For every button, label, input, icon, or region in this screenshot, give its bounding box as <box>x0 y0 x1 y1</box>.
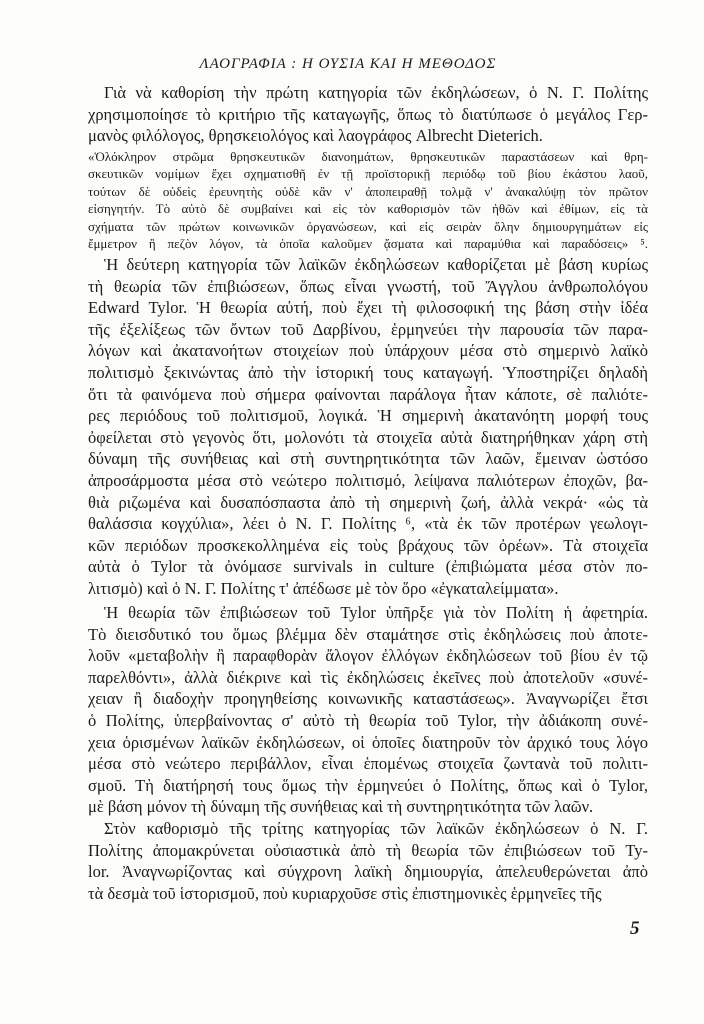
text-line: Edward Tylor. Ἡ θεωρία αὐτή, ποὺ ἔχει τὴ φιλοσοφική της βάση στὴν ἰδέα <box>88 298 648 318</box>
text-line: τούτων δὲ οὐδεὶς ἐρευνητὴς οὐδὲ κἂν ν' ἀποπειραθῇ τολμᾷ ν' ἀνακαλύψῃ τὸν πρῶτον <box>88 183 648 199</box>
text-line: αὐτὰ ὁ Tylor τὰ ὀνόμασε survivals in culture (ἐπιβιώματα μέσα στὸν πο- <box>88 557 648 577</box>
text-line: θαλάσσια κογχύλια», λέει ὁ Ν. Γ. Πολίτης ⁶, «τὰ ἐκ τῶν προτέρων γεωλογι- <box>88 514 648 534</box>
text-line: σχήματα τῶν πρώτων κοινωνικῶν ὀργανώσεων, καὶ εἰς σειρὰν ὅλην δημιουργημάτων εἰς <box>88 218 648 234</box>
paragraph-2 <box>88 254 648 600</box>
text-line: χειαν ἢ διαδοχὴν προηγηθείσης κοινωνικῆς καταστάσεως». Ἀναγνωρίζει ἔτσι <box>88 689 648 709</box>
text-line: ἀπροσάρμοστα μέσα στὸ νεώτερο πολιτισμό, λείψανα παλιότερων ἐποχῶν, βα- <box>88 470 648 490</box>
text-line: ὀφείλεται στὸ γεγονὸς ὅτι, μολονότι τὰ στοιχεῖα αὐτὰ διατηρήθηκαν χάρη στὴ <box>88 427 648 447</box>
text-line: Στὸν καθορισμὸ τῆς τρίτης κατηγορίας τῶν λαϊκῶν ἐκδηλώσεων ὁ Ν. Γ. <box>104 819 648 838</box>
text-line: δύναμη τῆς συνήθειας καὶ στὴ συντηρητικότητα τῶν λαῶν, ἔμειναν ὡστόσο <box>88 449 648 469</box>
text-line: μέσα στὸ νεώτερο περιβάλλον, εἶναι ἑπομένως στοιχεῖα ζωντανὰ τοῦ πολιτι- <box>88 754 648 774</box>
text-line: χεια ὁρισμένων λαϊκῶν ἐκδηλώσεων, οἱ ὁποῖες διατηροῦν τὸν ἀρχικό τους λόγο <box>88 732 648 752</box>
text-line: λόγων καὶ ἀκατανοήτων στοιχείων ποὺ ὑπάρχουν μέσα στὸ σημερινὸ λαϊκὸ <box>88 341 648 361</box>
text-line: Ἡ δεύτερη κατηγορία τῶν λαϊκῶν ἐκδηλώσεων καθορίζεται μὲ βάση κυρίως <box>104 255 648 274</box>
text-line: λιτισμὸ) καὶ ὁ Ν. Γ. Πολίτης τ' ἀπέδωσε μὲ τὸν ὅρο «ἐγκαταλείμματα». <box>88 578 559 598</box>
page-number: 5 <box>630 918 640 939</box>
text-line: χρησιμοποίησε τὸ κριτήριο τῆς καταγωγῆς, ὅπως τὸ διατύπωσε ὁ μεγάλος Γερ- <box>88 104 648 124</box>
text-line: λοῦν «μεταβολὴν ἢ παραφθορὰν ἄλογον ἐλλόγων ἐκδηλώσεων τοῦ βίου ἐν τῷ <box>88 646 648 666</box>
text-line: ἔμμετρον ἢ πεζὸν λόγον, τὰ ὁποῖα καλοῦμεν ᾄσματα καὶ παραμύθια καὶ παραδόσεις» ⁵. <box>88 235 648 251</box>
text-line: «Ὁλόκληρον στρῶμα θρησκευτικῶν διανοημάτων, θρησκευτικῶν παραστάσεων καὶ θρη- <box>88 149 648 164</box>
text-line: μανὸς φιλόλογος, θρησκειολόγος καὶ λαογράφος Albrecht Dieterich. <box>88 126 543 146</box>
text-line: Ἡ θεωρία τῶν ἐπιβιώσεων τοῦ Tylor ὑπῆρξε γιὰ τὸν Πολίτη ἡ ἀφετηρία. <box>104 603 648 622</box>
text-line: παρελθόντι», ἀλλὰ διέκρινε καὶ τὶς ἐκδηλώσεις ἐκεῖνες ποὺ ἀποτελοῦν «συνέ- <box>88 667 648 687</box>
text-line: πολιτισμὸ ξεκινώντας ἀπὸ τὴν ἱστορική τους καταγωγή. Ὑποστηρίζει δηλαδὴ <box>88 362 648 382</box>
text-line: κῶν περιόδων προσκεκολλημένα εἰς τοὺς βράχους τῶν ὀρέων». Τὰ στοιχεῖα <box>88 535 648 555</box>
text-line: Γιὰ νὰ καθορίση τὴν πρώτη κατηγορία τῶν ἐκδηλώσεων, ὁ Ν. Γ. Πολίτης <box>104 83 648 102</box>
text-line: τὴ θεωρία τῶν ἐπιβιώσεων, ὅπως εἶναι γνωστή, τοῦ Ἄγγλου ἀνθρωπολόγου <box>88 276 648 296</box>
block-quote <box>88 148 648 252</box>
text-line: lor. Ἀναγνωρίζοντας καὶ σύγχρονη λαϊκὴ δημιουργία, ἀπελευθερώνεται ἀπὸ <box>88 862 648 882</box>
text-line: Τὸ διεισδυτικό του ὅμως βλέμμα δὲν σταμάτησε στὶς ἐκδηλώσεις ποὺ ἀποτε- <box>88 624 648 644</box>
paragraph-3 <box>88 602 648 818</box>
paragraph-1 <box>88 82 648 147</box>
text-line: θιὰ ριζωμένα καὶ δυσαπόσπαστα ἀπὸ τὴ σημερινὴ ζωή, ἀλλὰ νεκρά· «ὡς τὰ <box>88 492 648 512</box>
text-line: τῆς ἐξελίξεως τῶν ὄντων τοῦ Δαρβίνου, ἑρμηνεύει τὴν παρουσία τῶν παρα- <box>88 319 648 339</box>
text-line: ὁ Πολίτης, ὑπερβαίνοντας σ' αὐτὸ τὴ θεωρία τοῦ Tylor, τὴν ἀδιάκοπη συνέ- <box>88 710 648 730</box>
text-line: σκευτικῶν νομίμων ἔχει σχηματισθῆ ἐν τῇ προϊστορικῇ περιόδῳ τοῦ βίου ἑκάστου λαοῦ, <box>88 166 648 182</box>
paragraph-4 <box>88 818 648 904</box>
text-line: τὰ δεσμὰ τοῦ ἱστορισμοῦ, ποὺ κυριαρχοῦσε στὶς ἐπιστημονικὲς ἑρμηνεῖες τῆς <box>88 883 602 903</box>
text-line: εἰσηγητήν. Τὸ αὐτὸ δὲ συμβαίνει καὶ εἰς τὸν καθορισμὸν τῶν ἠθῶν καὶ ἐθίμων, εἰς τὰ <box>88 201 648 217</box>
text-line: σμοῦ. Τὴ διατήρησή τους ὅμως τὴν ἑρμηνεύει ὁ Πολίτης, ὅπως καὶ ὁ Tylor, <box>88 775 648 795</box>
running-title: ΛΑΟΓΡΑΦΙΑ : Η ΟΥΣΙΑ ΚΑΙ Η ΜΕΘΟΔΟΣ <box>199 56 497 72</box>
text-line: Πολίτης ἀπομακρύνεται οὐσιαστικὰ ἀπὸ τὴ θεωρία τῶν ἐπιβιώσεων τοῦ Ty- <box>88 840 648 860</box>
text-line: ὅτι τὰ φαινόμενα ποὺ σήμερα φαίνονται παράλογα ἦταν κάποτε, σὲ παλιότε- <box>88 384 648 404</box>
text-line: ρες περιόδους τοῦ πολιτισμοῦ, λογικά. Ἡ σημερινὴ ἀκατανόητη μορφή τους <box>88 406 648 426</box>
text-line: μὲ βάση μόνον τὴ δύναμη τῆς συνήθειας καὶ τὴ συντηρητικότητα τῶν λαῶν. <box>88 797 594 817</box>
